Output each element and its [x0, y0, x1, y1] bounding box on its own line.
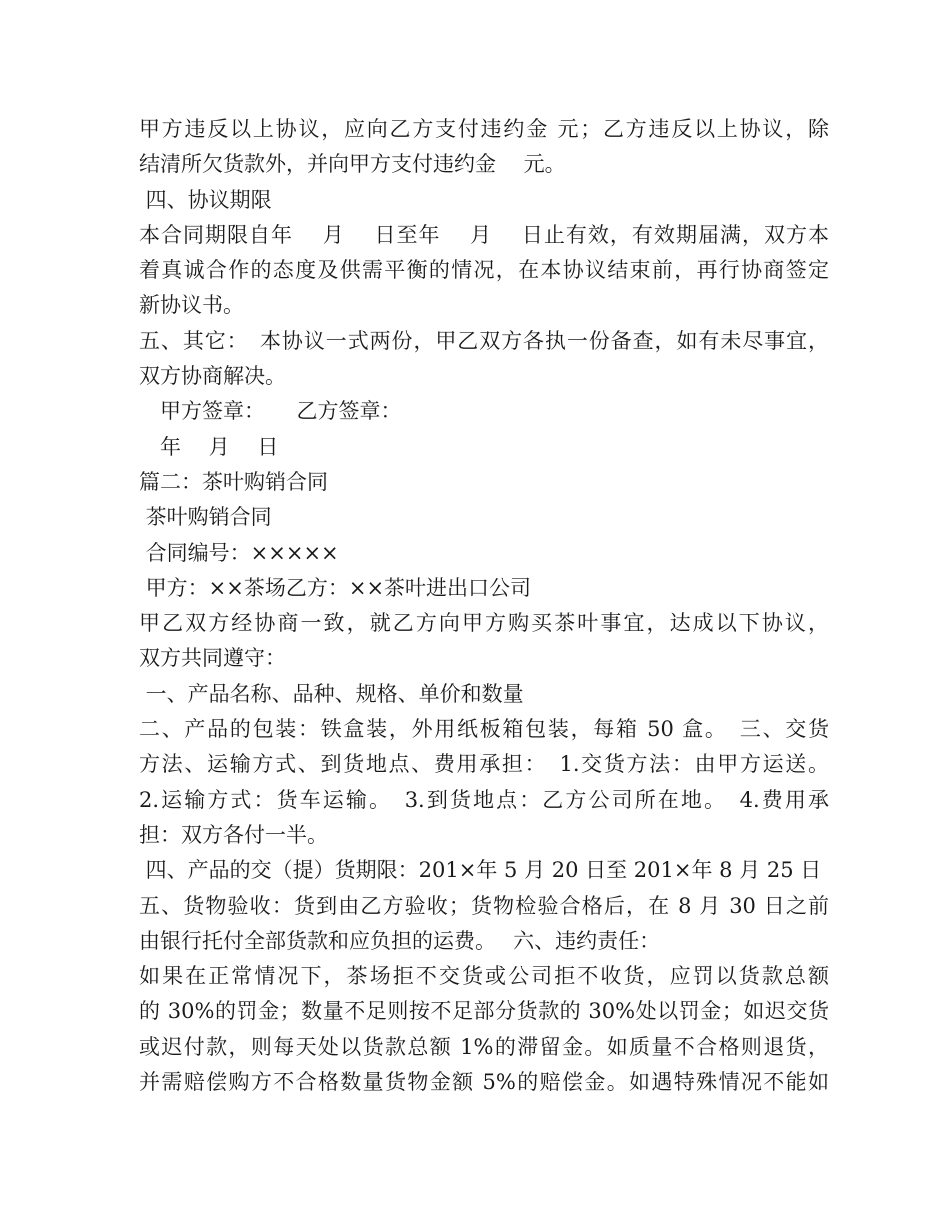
text-line: 并需赔偿购方不合格数量货物金额 5%的赔偿金。如遇特殊情况不能如	[139, 1070, 829, 1095]
chapter-heading: 篇二：茶叶购销合同	[139, 469, 328, 494]
text-line: 五、其它： 本协议一式两份，甲乙双方各执一份备查，如有未尽事宜，	[139, 328, 829, 353]
signature-line: 甲方签章： 乙方签章：	[139, 399, 402, 424]
text-line: 2.运输方式：货车运输。 3.到货地点：乙方公司所在地。 4.费用承	[139, 787, 829, 812]
text-line: 的 30%的罚金；数量不足则按不足部分货款的 30%处以罚金；如迟交货	[139, 999, 829, 1024]
contract-title: 茶叶购销合同	[139, 505, 272, 530]
text-line: 甲乙双方经协商一致，就乙方向甲方购买茶叶事宜，达成以下协议，	[139, 611, 829, 636]
text-line: 五、货物验收：货到由乙方验收；货物检验合格后，在 8 月 30 日之前	[139, 893, 829, 918]
section-heading: 四、协议期限	[139, 187, 272, 212]
text-line: 二、产品的包装：铁盒装，外用纸板箱包装，每箱 50 盒。 三、交货	[139, 717, 829, 742]
text-line: 甲方违反以上协议，应向乙方支付违约金 元；乙方违反以上协议，除	[139, 117, 829, 141]
text-line: 本合同期限自年 月 日至年 月 日止有效，有效期届满，双方本	[139, 222, 829, 247]
section-heading: 一、产品名称、品种、规格、单价和数量	[139, 681, 524, 706]
text-line: 担：双方各付一半。	[139, 822, 328, 847]
text-line: 四、产品的交（提）货期限：201×年 5 月 20 日至 201×年 8 月 25 日	[139, 858, 822, 883]
date-line: 年 月 日	[139, 434, 279, 459]
text-line: 如果在正常情况下，茶场拒不交货或公司拒不收货，应罚以货款总额	[139, 964, 829, 989]
text-line: 方法、运输方式、到货地点、费用承担： 1.交货方法：由甲方运送。	[139, 752, 829, 777]
text-line: 新协议书。	[139, 293, 244, 318]
text-line: 或迟付款，则每天处以货款总额 1%的滞留金。如质量不合格则退货，	[139, 1034, 829, 1059]
contract-number: 合同编号：×××××	[139, 540, 339, 565]
text-line: 着真诚合作的态度及供需平衡的情况，在本协议结束前，再行协商签定	[139, 258, 829, 283]
text-line: 由银行托付全部货款和应负担的运费。 六、违约责任：	[139, 928, 661, 953]
text-line: 结清所欠货款外，并向甲方支付违约金 元。	[139, 152, 566, 177]
text-line: 双方协商解决。	[139, 364, 286, 389]
contract-text	[139, 112, 829, 1100]
parties-line: 甲方：××茶场乙方：××茶叶进出口公司	[139, 575, 532, 600]
text-line: 双方共同遵守：	[139, 646, 286, 671]
